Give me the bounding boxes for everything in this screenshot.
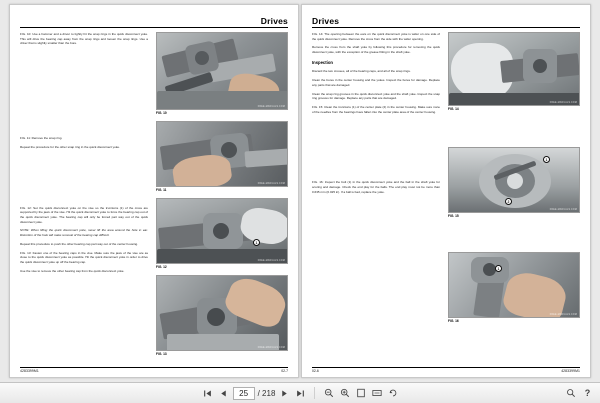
image-watermark: FREE-MANUALS.COM [549,102,577,104]
paragraph-fig13-b: Use the vise to remove the other bearing cap from the quick disconnect yoke. [20,268,125,273]
first-page-icon[interactable] [201,387,214,400]
figure-image-fig12 [156,198,288,264]
next-page-icon[interactable] [278,387,291,400]
figure-image-fig16 [448,252,580,318]
paragraph-inspection-1: Discard the two crosses, all of the bearing caps, and all of the snap rings. [312,69,411,74]
zoom-in-icon[interactable] [338,387,351,400]
page-header-right [312,13,580,28]
figure-caption-fig12: FIG. 12 [156,265,167,269]
page-columns-left [20,32,288,362]
figure-callout-2: 2 [505,198,512,205]
figure-image-fig14 [448,32,580,106]
search-icon[interactable] [564,387,577,400]
image-watermark: FREE-MANUALS.COM [257,260,285,262]
header-title: Drives [260,16,288,26]
image-watermark: FREE-MANUALS.COM [257,106,285,108]
text-column-left [20,32,148,278]
paragraph-fig15: FIG. 15: Clean the trunnions (1) of the center plate (2) in the center housing. Make sure none of the needles from the bearings have fallen into the center plate area of the center housing. [312,104,440,114]
fit-page-icon[interactable] [354,387,367,400]
section-heading-inspection: Inspection [312,59,333,65]
page-header-left [20,13,288,28]
paragraph-fig11: FIG. 11: Remove the snap ring. [20,136,63,141]
document-page-right[interactable] [301,4,591,378]
footer-code: 4283399M1 [561,369,580,373]
figure-caption-fig10: FIG. 10 [156,111,167,115]
image-watermark: FREE-MANUALS.COM [549,209,577,211]
figure-caption-fig13: FIG. 13 [156,352,167,356]
text-column-right [312,32,440,199]
paragraph-fig14-b: Remove the cross from the shaft yoke by following this procedure for removing the quick disconnect yoke, with the exception of the grease fitting in the shaft yoke. [312,45,440,55]
paragraph-fig10: FIG. 10: Use a hammer and a driver to lightly hit the snap rings in the quick disconnect yoke. This will drive the bearing cap away from the snap rings and loosen the snap rings. Use a driver that is slightly smaller than the bore. [20,32,148,46]
paragraph-fig12-b: Repeat this procedure to push the other bearing cap part way out of the center housing. [20,241,139,246]
paragraph-fig13: FIG. 13: Fasten one of the bearing caps in the vise. Make sure the jaws of the vise are as close to the quick disconnect yoke as possible. Hit the quick disconnect yoke in order to drive the quick disconnect yoke up off the bearing cap. [20,250,148,265]
figure-caption-fig15: FIG. 15 [448,214,459,218]
paragraph-fig11-b: Repeat the procedure for the other snap ring in the quick disconnect yoke. [20,144,120,149]
page-footer-left [20,367,288,374]
figure-image-fig15 [448,147,580,213]
figure-image-fig11 [156,121,288,187]
image-watermark: FREE-MANUALS.COM [257,347,285,349]
paragraph-inspection-3: Clean the snap ring grooves in the quick disconnect yoke and the shaft yoke. Inspect the snap ring grooves for damage. Replace any parts that are damaged. [312,91,440,101]
toolbar-right-group [564,387,594,400]
page-number-box [233,387,276,400]
figure-column-right [448,32,580,329]
header-title: Drives [312,16,340,26]
toolbar-separator [314,387,315,399]
page-number-input[interactable] [233,387,255,400]
footer-code: 4283399M1 [20,369,39,373]
image-watermark: FREE-MANUALS.COM [257,183,285,185]
paragraph-fig14: FIG. 14: The opening between the ears on the quick disconnect yoke is wider on one side of the quick disconnect yoke. Remove the cross from the side with the wider opening. [312,32,440,41]
figure-callout-1: 1 [253,239,260,246]
figure-callout-1: 1 [495,265,502,272]
figure-caption-fig16: FIG. 16 [448,319,459,323]
note-fig12: NOTE: When lifting the quick disconnect yoke, never lift the area around the hole in ear. Distortion of the hole will make removal of the bearing cap difficult. [20,228,148,238]
figure-caption-fig11: FIG. 11 [156,188,167,192]
last-page-icon[interactable] [294,387,307,400]
paragraph-fig16: FIG. 16: Inspect the bolt (1) in the quick disconnect yoke and the ball in the shaft yoke for scoring and damage. Check the end play for the balls. The end play must not be more than 0.635 mm (0.025 in). If a ball is bad, replace the yoke. [312,180,440,194]
rotate-icon[interactable] [386,387,399,400]
viewer-toolbar [0,382,600,403]
page-total-label: / 218 [257,388,276,398]
help-label: ? [584,388,591,398]
footer-page-number: 02-6 [312,369,319,373]
help-icon[interactable] [581,387,594,400]
page-footer-right [312,367,580,374]
figure-caption-fig14: FIG. 14 [448,107,459,111]
figure-image-fig13 [156,275,288,351]
figure-callout-1: 1 [543,156,550,163]
document-page-left[interactable] [9,4,299,378]
image-watermark: FREE-MANUALS.COM [549,314,577,316]
paragraph-inspection-2: Clean the bores in the center housing and the yokes. Inspect the bores for damage. Replace any parts that are damaged. [312,78,440,87]
paragraph-fig12: FIG. 12: Set the quick disconnect yoke on the vise so the trunnions (1) of the cross are supported by the jaws of the vise. Hit the quick disconnect yoke to force the bearing cap out of the quick disconnect yoke. The bearing cap will only be forced part way out of the quick disconnect yoke. [20,205,148,224]
zoom-out-icon[interactable] [322,387,335,400]
previous-page-icon[interactable] [217,387,230,400]
page-columns-right [312,32,580,362]
footer-page-number: 02-7 [281,369,288,373]
figure-image-fig10 [156,32,288,110]
fit-width-icon[interactable] [370,387,383,400]
figure-column-left [156,32,288,362]
